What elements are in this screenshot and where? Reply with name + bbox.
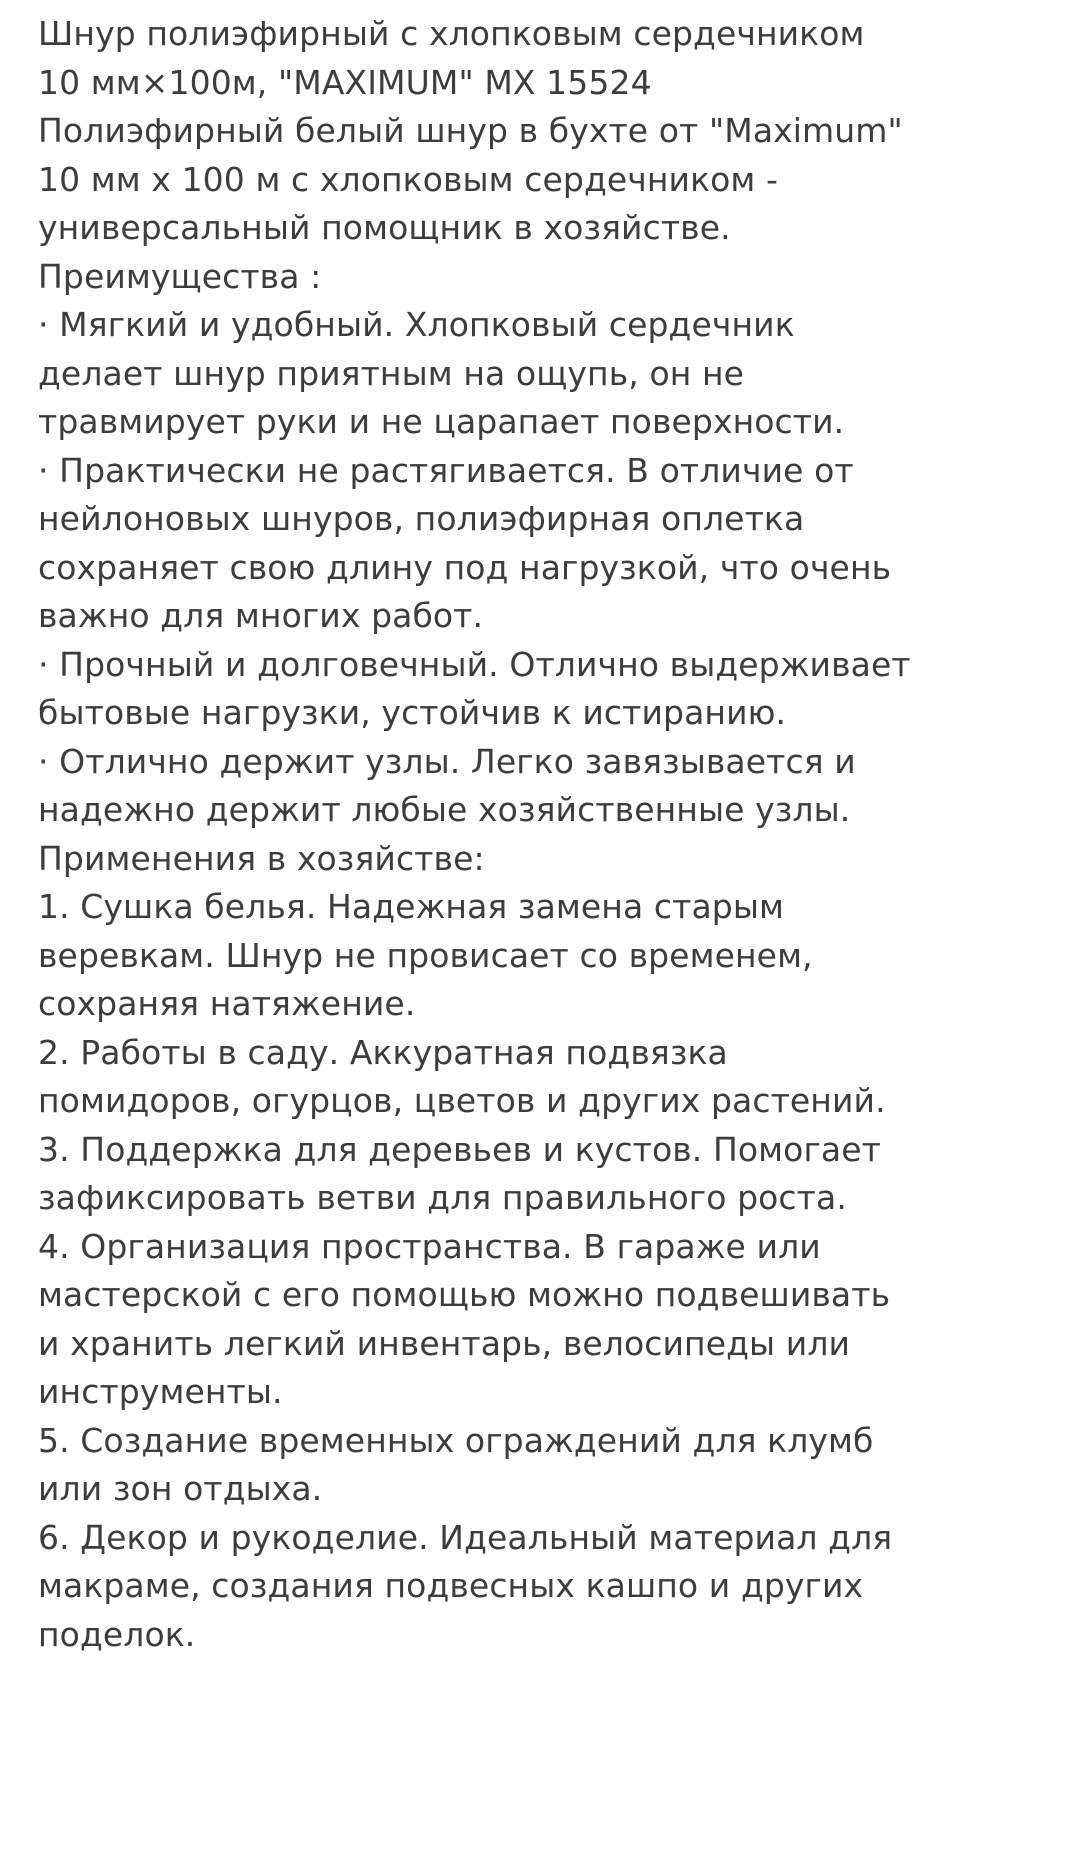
description-line: 10 мм x 100 м с хлопковым сердечником -	[38, 159, 779, 199]
application-item: сохраняя натяжение.	[38, 984, 416, 1023]
application-item: веревкам. Шнур не провисает со временем,	[38, 935, 813, 975]
application-item: макраме, создания подвесных кашпо и других	[38, 1566, 864, 1605]
advantage-item: надежно держит любые хозяйственные узлы.	[38, 790, 851, 829]
description-line: универсальный помощник в хозяйстве.	[38, 208, 731, 247]
applications-heading: Применения в хозяйстве:	[38, 838, 485, 878]
application-item: зафиксировать ветви для правильного роста.	[38, 1178, 847, 1217]
advantage-item: · Мягкий и удобный. Хлопковый сердечник	[38, 305, 795, 344]
application-item: инструменты.	[38, 1372, 283, 1411]
advantage-item: · Практически не растягивается. В отличие от	[38, 450, 854, 490]
application-item: 5. Создание временных ограждений для клумб	[38, 1420, 874, 1460]
application-item: поделок.	[38, 1614, 196, 1654]
application-item: или зон отдыха.	[38, 1469, 323, 1508]
application-item: 1. Сушка белья. Надежная замена старым	[38, 887, 784, 926]
advantage-item: · Прочный и долговечный. Отлично выдерживает	[38, 644, 911, 684]
application-item: 4. Организация пространства. В гараже или	[38, 1226, 821, 1266]
advantage-item: · Отлично держит узлы. Легко завязывается и	[38, 741, 856, 781]
application-item: и хранить легкий инвентарь, велосипеды или	[38, 1323, 851, 1363]
advantages-heading: Преимущества :	[38, 256, 322, 296]
advantage-item: нейлоновых шнуров, полиэфирная оплетка	[38, 499, 805, 538]
advantage-item: сохраняет свою длину под нагрузкой, что очень	[38, 547, 892, 587]
application-item: 2. Работы в саду. Аккуратная подвязка	[38, 1032, 728, 1072]
product-title-line-2: 10 мм×100м, "MAXIMUM" MX 15524	[38, 62, 652, 102]
application-item: мастерской с его помощью можно подвешивать	[38, 1275, 891, 1314]
advantage-item: важно для многих работ.	[38, 596, 484, 635]
application-item: помидоров, огурцов, цветов и других растений.	[38, 1081, 886, 1120]
advantage-item: делает шнур приятным на ощупь, он не	[38, 353, 745, 393]
description-line: Полиэфирный белый шнур в бухте от "Maximum"	[38, 111, 903, 150]
advantage-item: травмирует руки и не царапает поверхности.	[38, 402, 845, 441]
application-item: 6. Декор и рукоделие. Идеальный материал для	[38, 1517, 893, 1557]
advantage-item: бытовые нагрузки, устойчив к истиранию.	[38, 693, 787, 732]
application-item: 3. Поддержка для деревьев и кустов. Помогает	[38, 1129, 881, 1169]
product-title-line-1: Шнур полиэфирный с хлопковым сердечником	[38, 14, 865, 53]
